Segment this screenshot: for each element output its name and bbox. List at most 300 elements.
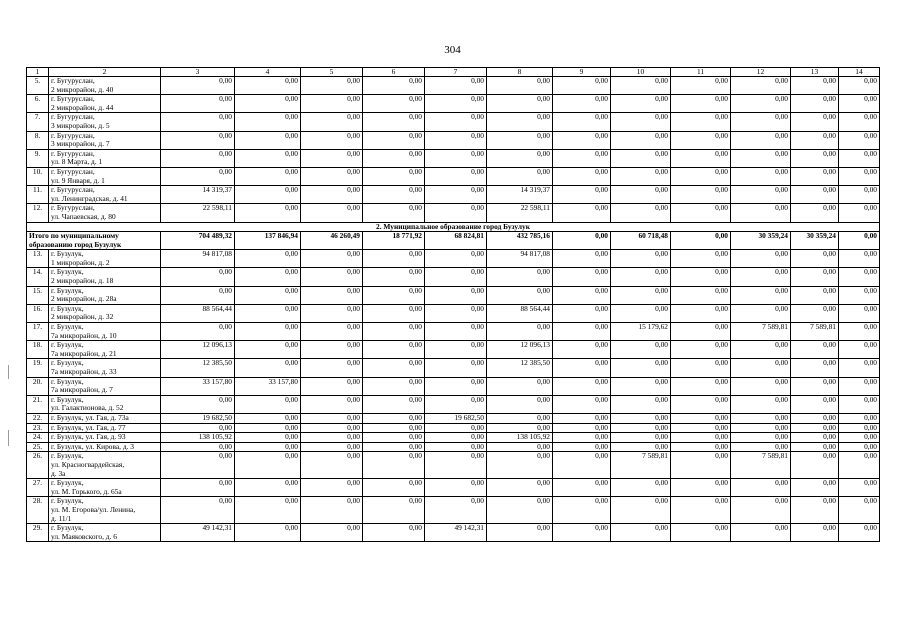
row-value: 0,00 <box>671 377 731 395</box>
total-value: 432 785,16 <box>487 232 553 250</box>
row-value: 0,00 <box>425 149 487 167</box>
row-value: 0,00 <box>425 497 487 524</box>
row-value: 0,00 <box>611 524 671 542</box>
row-value: 0,00 <box>363 413 425 423</box>
row-value: 0,00 <box>487 497 553 524</box>
row-address: г. Бугуруслан, 2 микрорайон, д. 44 <box>49 95 161 113</box>
row-value: 0,00 <box>553 497 611 524</box>
row-value: 12 096,13 <box>487 341 553 359</box>
row-value: 0,00 <box>839 167 880 185</box>
row-value: 94 817,08 <box>487 250 553 268</box>
row-address: г. Бугуруслан, ул. 8 Марта, д. 1 <box>49 149 161 167</box>
row-value: 0,00 <box>487 323 553 341</box>
column-header: 3 <box>161 68 235 77</box>
column-header: 4 <box>235 68 301 77</box>
row-value: 0,00 <box>487 77 553 95</box>
row-address: г. Бузулук, ул. Кирова, д. 3 <box>49 442 161 452</box>
row-value: 0,00 <box>487 452 553 479</box>
row-value: 0,00 <box>611 286 671 304</box>
row-value: 0,00 <box>791 95 839 113</box>
row-value: 0,00 <box>363 341 425 359</box>
row-address: г. Бузулук, 7а микрорайон, д. 7 <box>49 377 161 395</box>
row-value: 0,00 <box>731 77 791 95</box>
row-value: 0,00 <box>671 149 731 167</box>
row-value: 0,00 <box>235 204 301 222</box>
row-value: 0,00 <box>553 286 611 304</box>
row-value: 0,00 <box>161 167 235 185</box>
row-value: 0,00 <box>731 377 791 395</box>
row-value: 0,00 <box>839 77 880 95</box>
row-value: 0,00 <box>161 442 235 452</box>
column-header: 6 <box>363 68 425 77</box>
table-row <box>27 204 880 222</box>
row-value: 0,00 <box>791 452 839 479</box>
row-number: 28. <box>27 497 49 524</box>
row-address: г. Бузулук, 7а микрорайон, д. 21 <box>49 341 161 359</box>
row-number: 5. <box>27 77 49 95</box>
row-address: г. Бузулук, 2 микрорайон, д. 28а <box>49 286 161 304</box>
row-value: 0,00 <box>161 95 235 113</box>
row-value: 0,00 <box>235 95 301 113</box>
row-value: 0,00 <box>363 433 425 443</box>
row-number: 6. <box>27 95 49 113</box>
row-address: г. Бузулук, ул. Гая, д. 77 <box>49 423 161 433</box>
column-header: 14 <box>839 68 880 77</box>
column-header: 9 <box>553 68 611 77</box>
row-value: 0,00 <box>487 423 553 433</box>
row-value: 0,00 <box>671 131 731 149</box>
row-value: 0,00 <box>425 395 487 413</box>
table-row <box>27 423 880 433</box>
row-value: 0,00 <box>611 395 671 413</box>
row-value: 0,00 <box>731 524 791 542</box>
row-value: 0,00 <box>791 186 839 204</box>
row-value: 0,00 <box>235 186 301 204</box>
row-value: 0,00 <box>235 286 301 304</box>
row-value: 0,00 <box>235 423 301 433</box>
row-value: 0,00 <box>791 524 839 542</box>
row-value: 0,00 <box>611 131 671 149</box>
row-value: 0,00 <box>425 95 487 113</box>
row-value: 14 319,37 <box>161 186 235 204</box>
row-address: г. Бузулук, ул. Гая, д. 93 <box>49 433 161 443</box>
column-header: 11 <box>671 68 731 77</box>
row-value: 0,00 <box>611 204 671 222</box>
row-address: г. Бузулук, ул. Гая, д. 73а <box>49 413 161 423</box>
total-value: 46 260,49 <box>301 232 363 250</box>
total-value: 68 824,81 <box>425 232 487 250</box>
table-row <box>27 167 880 185</box>
row-value: 19 682,50 <box>425 413 487 423</box>
row-value: 7 589,81 <box>791 323 839 341</box>
row-value: 0,00 <box>791 413 839 423</box>
row-value: 0,00 <box>731 204 791 222</box>
row-value: 0,00 <box>363 442 425 452</box>
row-value: 0,00 <box>791 149 839 167</box>
row-value: 0,00 <box>553 377 611 395</box>
row-value: 0,00 <box>839 413 880 423</box>
row-value: 0,00 <box>611 186 671 204</box>
row-value: 49 142,31 <box>425 524 487 542</box>
row-value: 0,00 <box>553 341 611 359</box>
row-value: 0,00 <box>363 395 425 413</box>
row-value: 0,00 <box>425 479 487 497</box>
row-value: 0,00 <box>301 497 363 524</box>
row-value: 0,00 <box>425 286 487 304</box>
row-value: 0,00 <box>235 413 301 423</box>
table-body <box>27 68 880 542</box>
row-value: 0,00 <box>839 113 880 131</box>
row-value: 0,00 <box>363 286 425 304</box>
row-number: 17. <box>27 323 49 341</box>
row-address: г. Бузулук, ул. М. Егорова/ул. Ленина, д. 11/1 <box>49 497 161 524</box>
row-value: 0,00 <box>839 341 880 359</box>
row-value: 0,00 <box>301 268 363 286</box>
row-value: 0,00 <box>161 113 235 131</box>
row-value: 0,00 <box>235 433 301 443</box>
row-value: 0,00 <box>553 304 611 322</box>
row-value: 0,00 <box>487 149 553 167</box>
row-value: 0,00 <box>671 95 731 113</box>
row-value: 14 319,37 <box>487 186 553 204</box>
row-value: 0,00 <box>161 131 235 149</box>
row-value: 0,00 <box>301 186 363 204</box>
row-value: 0,00 <box>425 77 487 95</box>
row-value: 49 142,31 <box>161 524 235 542</box>
row-value: 0,00 <box>731 268 791 286</box>
row-value: 0,00 <box>301 442 363 452</box>
row-address: г. Бугуруслан, ул. 9 Января, д. 1 <box>49 167 161 185</box>
table-row <box>27 286 880 304</box>
row-value: 0,00 <box>611 497 671 524</box>
row-number: 11. <box>27 186 49 204</box>
table-row <box>27 433 880 443</box>
row-value: 0,00 <box>363 524 425 542</box>
row-number: 9. <box>27 149 49 167</box>
row-value: 0,00 <box>301 131 363 149</box>
row-value: 0,00 <box>161 323 235 341</box>
row-value: 0,00 <box>553 433 611 443</box>
row-value: 0,00 <box>671 113 731 131</box>
row-value: 0,00 <box>553 113 611 131</box>
total-value: 704 489,32 <box>161 232 235 250</box>
row-value: 0,00 <box>363 167 425 185</box>
row-address: г. Бузулук, 2 микрорайон, д. 18 <box>49 268 161 286</box>
row-value: 0,00 <box>731 479 791 497</box>
column-header: 1 <box>27 68 49 77</box>
row-value: 138 105,92 <box>487 433 553 443</box>
row-value: 0,00 <box>611 149 671 167</box>
row-value: 0,00 <box>731 413 791 423</box>
total-value: 0,00 <box>671 232 731 250</box>
scan-mark <box>8 365 9 379</box>
row-value: 0,00 <box>301 286 363 304</box>
row-value: 0,00 <box>301 341 363 359</box>
row-value: 0,00 <box>731 250 791 268</box>
row-value: 0,00 <box>671 442 731 452</box>
section-row <box>27 222 880 232</box>
row-value: 0,00 <box>487 95 553 113</box>
row-value: 0,00 <box>235 524 301 542</box>
row-value: 0,00 <box>671 167 731 185</box>
row-value: 0,00 <box>791 497 839 524</box>
row-value: 0,00 <box>301 167 363 185</box>
row-value: 0,00 <box>161 479 235 497</box>
row-value: 0,00 <box>731 497 791 524</box>
row-value: 0,00 <box>425 268 487 286</box>
column-header: 7 <box>425 68 487 77</box>
row-address: г. Бугуруслан, ул. Ленинградская, д. 41 <box>49 186 161 204</box>
row-value: 0,00 <box>731 286 791 304</box>
row-value: 0,00 <box>487 524 553 542</box>
row-value: 0,00 <box>553 186 611 204</box>
row-value: 0,00 <box>791 167 839 185</box>
row-value: 0,00 <box>161 77 235 95</box>
row-value: 0,00 <box>487 286 553 304</box>
row-value: 0,00 <box>839 497 880 524</box>
row-value: 0,00 <box>839 423 880 433</box>
row-value: 0,00 <box>487 131 553 149</box>
row-number: 26. <box>27 452 49 479</box>
row-number: 21. <box>27 395 49 413</box>
row-value: 0,00 <box>161 497 235 524</box>
row-value: 0,00 <box>839 377 880 395</box>
row-value: 0,00 <box>301 359 363 377</box>
row-value: 0,00 <box>553 250 611 268</box>
row-value: 0,00 <box>161 268 235 286</box>
row-value: 0,00 <box>731 186 791 204</box>
row-address: г. Бузулук, ул. Красногвардейская, д. 3а <box>49 452 161 479</box>
table-row <box>27 131 880 149</box>
row-value: 0,00 <box>671 479 731 497</box>
row-value: 0,00 <box>731 395 791 413</box>
row-value: 0,00 <box>301 479 363 497</box>
row-value: 0,00 <box>363 250 425 268</box>
row-address: г. Бузулук, 7а микрорайон, д. 10 <box>49 323 161 341</box>
row-value: 0,00 <box>301 377 363 395</box>
row-value: 0,00 <box>611 359 671 377</box>
table-row <box>27 479 880 497</box>
row-value: 0,00 <box>425 131 487 149</box>
row-value: 0,00 <box>425 359 487 377</box>
row-value: 0,00 <box>671 250 731 268</box>
row-value: 0,00 <box>731 95 791 113</box>
row-value: 0,00 <box>839 323 880 341</box>
row-value: 0,00 <box>487 377 553 395</box>
table-row <box>27 359 880 377</box>
row-value: 0,00 <box>553 452 611 479</box>
row-value: 0,00 <box>487 113 553 131</box>
row-value: 0,00 <box>839 304 880 322</box>
row-value: 7 589,81 <box>731 452 791 479</box>
row-value: 0,00 <box>161 395 235 413</box>
row-value: 0,00 <box>671 395 731 413</box>
row-address: г. Бугуруслан, 3 микрорайон, д. 5 <box>49 113 161 131</box>
row-value: 0,00 <box>301 433 363 443</box>
row-value: 0,00 <box>671 413 731 423</box>
row-value: 0,00 <box>301 524 363 542</box>
row-value: 0,00 <box>553 413 611 423</box>
row-value: 0,00 <box>671 524 731 542</box>
row-value: 0,00 <box>731 341 791 359</box>
row-value: 0,00 <box>487 395 553 413</box>
row-value: 88 564,44 <box>161 304 235 322</box>
table-row <box>27 524 880 542</box>
row-value: 0,00 <box>301 452 363 479</box>
row-address: г. Бугуруслан, ул. Чапаевская, д. 80 <box>49 204 161 222</box>
row-value: 0,00 <box>161 452 235 479</box>
row-value: 0,00 <box>731 423 791 433</box>
row-number: 10. <box>27 167 49 185</box>
row-value: 0,00 <box>611 113 671 131</box>
table-row <box>27 452 880 479</box>
row-value: 0,00 <box>363 423 425 433</box>
row-value: 0,00 <box>611 442 671 452</box>
column-header: 5 <box>301 68 363 77</box>
row-value: 0,00 <box>425 423 487 433</box>
total-value: 18 771,92 <box>363 232 425 250</box>
row-value: 0,00 <box>553 323 611 341</box>
row-number: 7. <box>27 113 49 131</box>
row-value: 0,00 <box>731 167 791 185</box>
row-value: 0,00 <box>839 131 880 149</box>
row-value: 94 817,08 <box>161 250 235 268</box>
row-value: 0,00 <box>839 250 880 268</box>
row-value: 0,00 <box>487 268 553 286</box>
row-value: 0,00 <box>301 113 363 131</box>
row-number: 13. <box>27 250 49 268</box>
row-value: 0,00 <box>839 479 880 497</box>
table-row <box>27 395 880 413</box>
row-value: 0,00 <box>363 77 425 95</box>
row-value: 0,00 <box>301 395 363 413</box>
row-value: 0,00 <box>839 149 880 167</box>
row-value: 0,00 <box>791 204 839 222</box>
row-value: 0,00 <box>671 304 731 322</box>
table-row <box>27 77 880 95</box>
scan-mark <box>8 430 9 446</box>
row-value: 0,00 <box>161 286 235 304</box>
row-number: 27. <box>27 479 49 497</box>
row-value: 0,00 <box>235 77 301 95</box>
row-value: 0,00 <box>839 186 880 204</box>
row-value: 0,00 <box>235 497 301 524</box>
row-value: 0,00 <box>235 149 301 167</box>
row-value: 0,00 <box>553 131 611 149</box>
table-row <box>27 442 880 452</box>
row-value: 0,00 <box>553 479 611 497</box>
table-row <box>27 149 880 167</box>
row-value: 0,00 <box>235 268 301 286</box>
row-value: 0,00 <box>487 413 553 423</box>
row-value: 0,00 <box>671 359 731 377</box>
row-value: 0,00 <box>791 304 839 322</box>
row-value: 138 105,92 <box>161 433 235 443</box>
row-value: 0,00 <box>363 113 425 131</box>
page-number: 304 <box>444 44 461 56</box>
table-row <box>27 413 880 423</box>
row-value: 0,00 <box>839 204 880 222</box>
row-value: 0,00 <box>553 149 611 167</box>
row-value: 0,00 <box>611 433 671 443</box>
row-value: 0,00 <box>363 186 425 204</box>
row-value: 0,00 <box>839 286 880 304</box>
row-number: 20. <box>27 377 49 395</box>
row-value: 0,00 <box>839 452 880 479</box>
table-row <box>27 304 880 322</box>
row-value: 0,00 <box>611 341 671 359</box>
row-value: 0,00 <box>731 113 791 131</box>
row-value: 0,00 <box>671 341 731 359</box>
row-value: 0,00 <box>235 479 301 497</box>
table-row <box>27 377 880 395</box>
row-value: 0,00 <box>731 442 791 452</box>
row-value: 0,00 <box>731 131 791 149</box>
column-header: 8 <box>487 68 553 77</box>
row-number: 19. <box>27 359 49 377</box>
row-value: 0,00 <box>235 323 301 341</box>
row-value: 0,00 <box>235 359 301 377</box>
row-value: 0,00 <box>839 442 880 452</box>
row-value: 12 096,13 <box>161 341 235 359</box>
row-value: 0,00 <box>425 250 487 268</box>
row-value: 0,00 <box>553 268 611 286</box>
total-value: 30 359,24 <box>791 232 839 250</box>
row-value: 12 385,50 <box>161 359 235 377</box>
row-address: г. Бугуруслан, 2 микрорайон, д. 40 <box>49 77 161 95</box>
row-value: 0,00 <box>671 423 731 433</box>
row-number: 18. <box>27 341 49 359</box>
row-value: 0,00 <box>671 204 731 222</box>
row-number: 23. <box>27 423 49 433</box>
row-value: 0,00 <box>731 149 791 167</box>
row-value: 0,00 <box>553 524 611 542</box>
row-value: 0,00 <box>671 77 731 95</box>
row-value: 0,00 <box>363 359 425 377</box>
row-value: 0,00 <box>731 304 791 322</box>
table-row <box>27 341 880 359</box>
row-value: 0,00 <box>487 479 553 497</box>
row-value: 33 157,80 <box>235 377 301 395</box>
row-value: 0,00 <box>425 304 487 322</box>
row-value: 0,00 <box>235 113 301 131</box>
row-value: 0,00 <box>161 423 235 433</box>
row-value: 0,00 <box>839 524 880 542</box>
row-value: 0,00 <box>363 452 425 479</box>
row-value: 0,00 <box>553 95 611 113</box>
row-value: 0,00 <box>611 479 671 497</box>
row-value: 0,00 <box>791 433 839 443</box>
row-value: 0,00 <box>235 250 301 268</box>
row-value: 0,00 <box>363 323 425 341</box>
column-header: 2 <box>49 68 161 77</box>
row-value: 0,00 <box>611 304 671 322</box>
row-value: 0,00 <box>671 433 731 443</box>
row-value: 0,00 <box>839 95 880 113</box>
total-row <box>27 232 880 250</box>
row-value: 22 598,11 <box>161 204 235 222</box>
row-value: 0,00 <box>611 250 671 268</box>
row-value: 7 589,81 <box>611 452 671 479</box>
row-value: 0,00 <box>363 497 425 524</box>
table-row <box>27 95 880 113</box>
row-value: 0,00 <box>235 395 301 413</box>
table-row <box>27 250 880 268</box>
row-value: 0,00 <box>791 442 839 452</box>
row-value: 0,00 <box>161 149 235 167</box>
row-value: 15 179,62 <box>611 323 671 341</box>
row-value: 0,00 <box>671 286 731 304</box>
